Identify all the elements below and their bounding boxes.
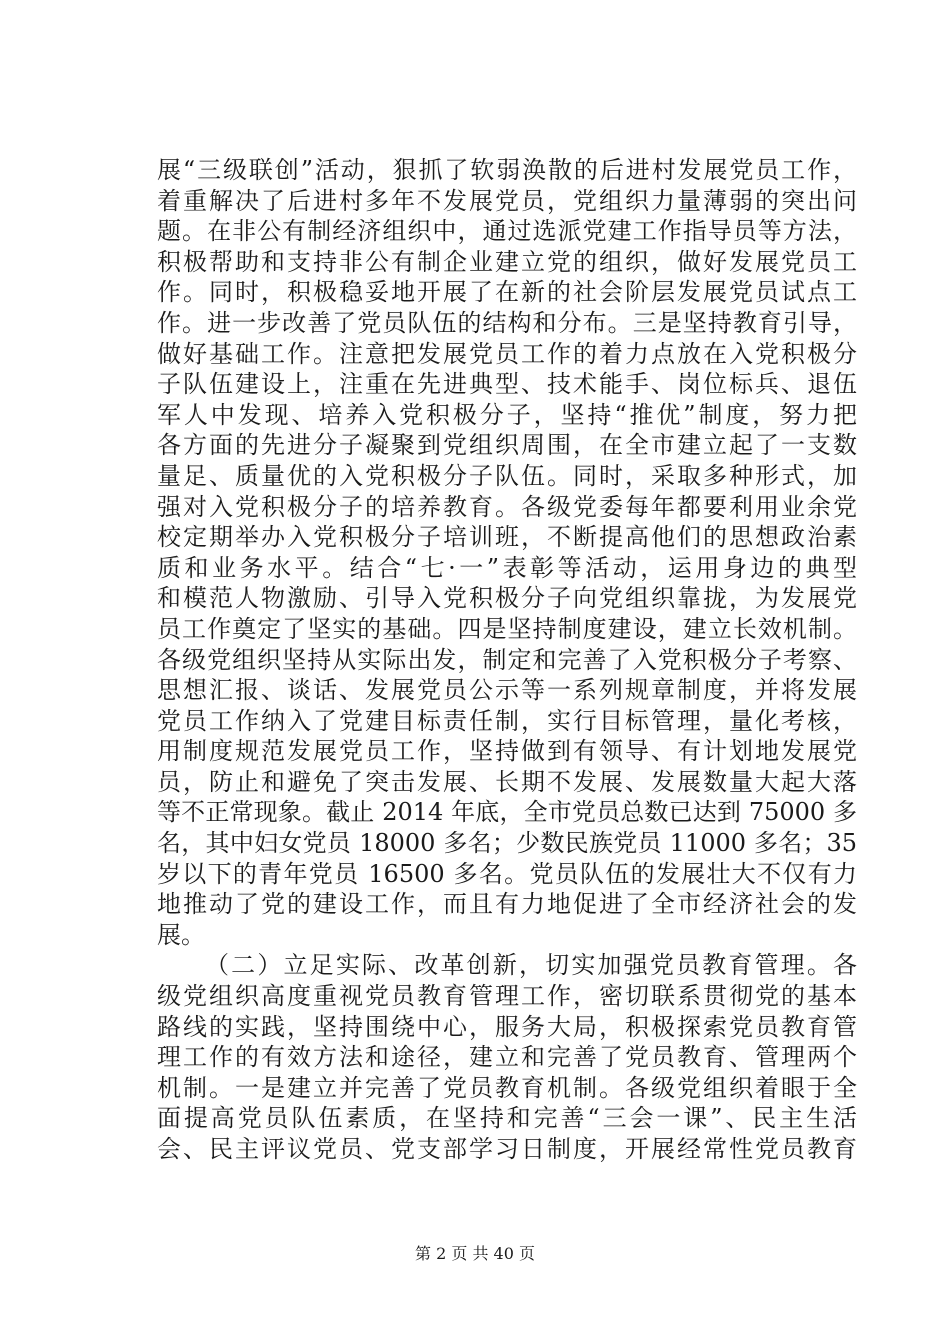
text-line: 强对入党积极分子的培养教育。各级党委每年都要利用业余党 (157, 492, 857, 521)
paragraph-2 (157, 950, 857, 1164)
text-line: 军人中发现、培养入党积极分子，坚持“推优”制度，努力把 (157, 400, 857, 429)
text-line: 等不正常现象。截止 2014 年底，全市党员总数已达到 75000 多 (157, 798, 857, 827)
text-line: 党员工作纳入了党建目标责任制，实行目标管理，量化考核， (157, 706, 857, 735)
text-line: 机制。一是建立并完善了党员教育机制。各级党组织着眼于全 (157, 1073, 857, 1102)
text-line: 理工作的有效方法和途径，建立和完善了党员教育、管理两个 (157, 1043, 857, 1072)
text-line: 校定期举办入党积极分子培训班，不断提高他们的思想政治素 (157, 523, 857, 552)
text-line: 子队伍建设上，注重在先进典型、技术能手、岗位标兵、退伍 (157, 370, 857, 399)
text-line: 质和业务水平。结合“七·一”表彰等活动，运用身边的典型 (157, 553, 857, 582)
text-line: 量足、质量优的入党积极分子队伍。同时，采取多种形式，加 (157, 461, 857, 490)
text-line: 地推动了党的建设工作，而且有力地促进了全市经济社会的发 (157, 890, 857, 919)
text-line: 作。同时，积极稳妥地开展了在新的社会阶层发展党员试点工 (157, 278, 857, 307)
text-line: 展。 (157, 920, 205, 949)
text-line: 员，防止和避免了突击发展、长期不发展、发展数量大起大落 (157, 767, 857, 796)
text-line: 用制度规范发展党员工作，坚持做到有领导、有计划地发展党 (157, 737, 857, 766)
text-line: 展“三级联创”活动，狠抓了软弱涣散的后进村发展党员工作， (157, 156, 857, 184)
text-line: 路线的实践，坚持围绕中心，服务大局，积极探索党员教育管 (157, 1012, 857, 1041)
text-line: 积极帮助和支持非公有制企业建立党的组织，做好发展党员工 (157, 247, 857, 276)
text-line: 做好基础工作。注意把发展党员工作的着力点放在入党积极分 (157, 339, 857, 368)
text-line: 作。进一步改善了党员队伍的结构和分布。三是坚持教育引导， (157, 308, 857, 337)
text-line: 面提高党员队伍素质，在坚持和完善“三会一课”、民主生活 (157, 1104, 857, 1133)
text-line: 各方面的先进分子凝聚到党组织周围，在全市建立起了一支数 (157, 431, 857, 460)
text-line: 名，其中妇女党员 18000 多名；少数民族党员 11000 多名；35 (157, 829, 857, 858)
text-line: 员工作奠定了坚实的基础。四是坚持制度建设，建立长效机制。 (157, 614, 857, 643)
text-line: 各级党组织坚持从实际出发，制定和完善了入党积极分子考察、 (157, 645, 857, 674)
document-body (157, 155, 857, 1165)
text-line: 岁以下的青年党员 16500 多名。党员队伍的发展壮大不仅有力 (157, 859, 857, 888)
text-line: 题。在非公有制经济组织中，通过选派党建工作指导员等方法， (157, 217, 857, 246)
paragraph-1 (157, 155, 857, 950)
text-line: 会、民主评议党员、党支部学习日制度，开展经常性党员教育 (157, 1135, 857, 1163)
text-line: 着重解决了后进村多年不发展党员，党组织力量薄弱的突出问 (157, 186, 857, 215)
text-line: 级党组织高度重视党员教育管理工作，密切联系贯彻党的基本 (157, 982, 857, 1011)
text-line: 思想汇报、谈话、发展党员公示等一系列规章制度，并将发展 (157, 676, 857, 705)
page-number-footer: 第 2 页 共 40 页 (415, 1244, 535, 1263)
text-line: （二）立足实际、改革创新，切实加强党员教育管理。各 (205, 951, 857, 980)
text-line: 和模范人物激励、引导入党积极分子向党组织靠拢，为发展党 (157, 584, 857, 613)
